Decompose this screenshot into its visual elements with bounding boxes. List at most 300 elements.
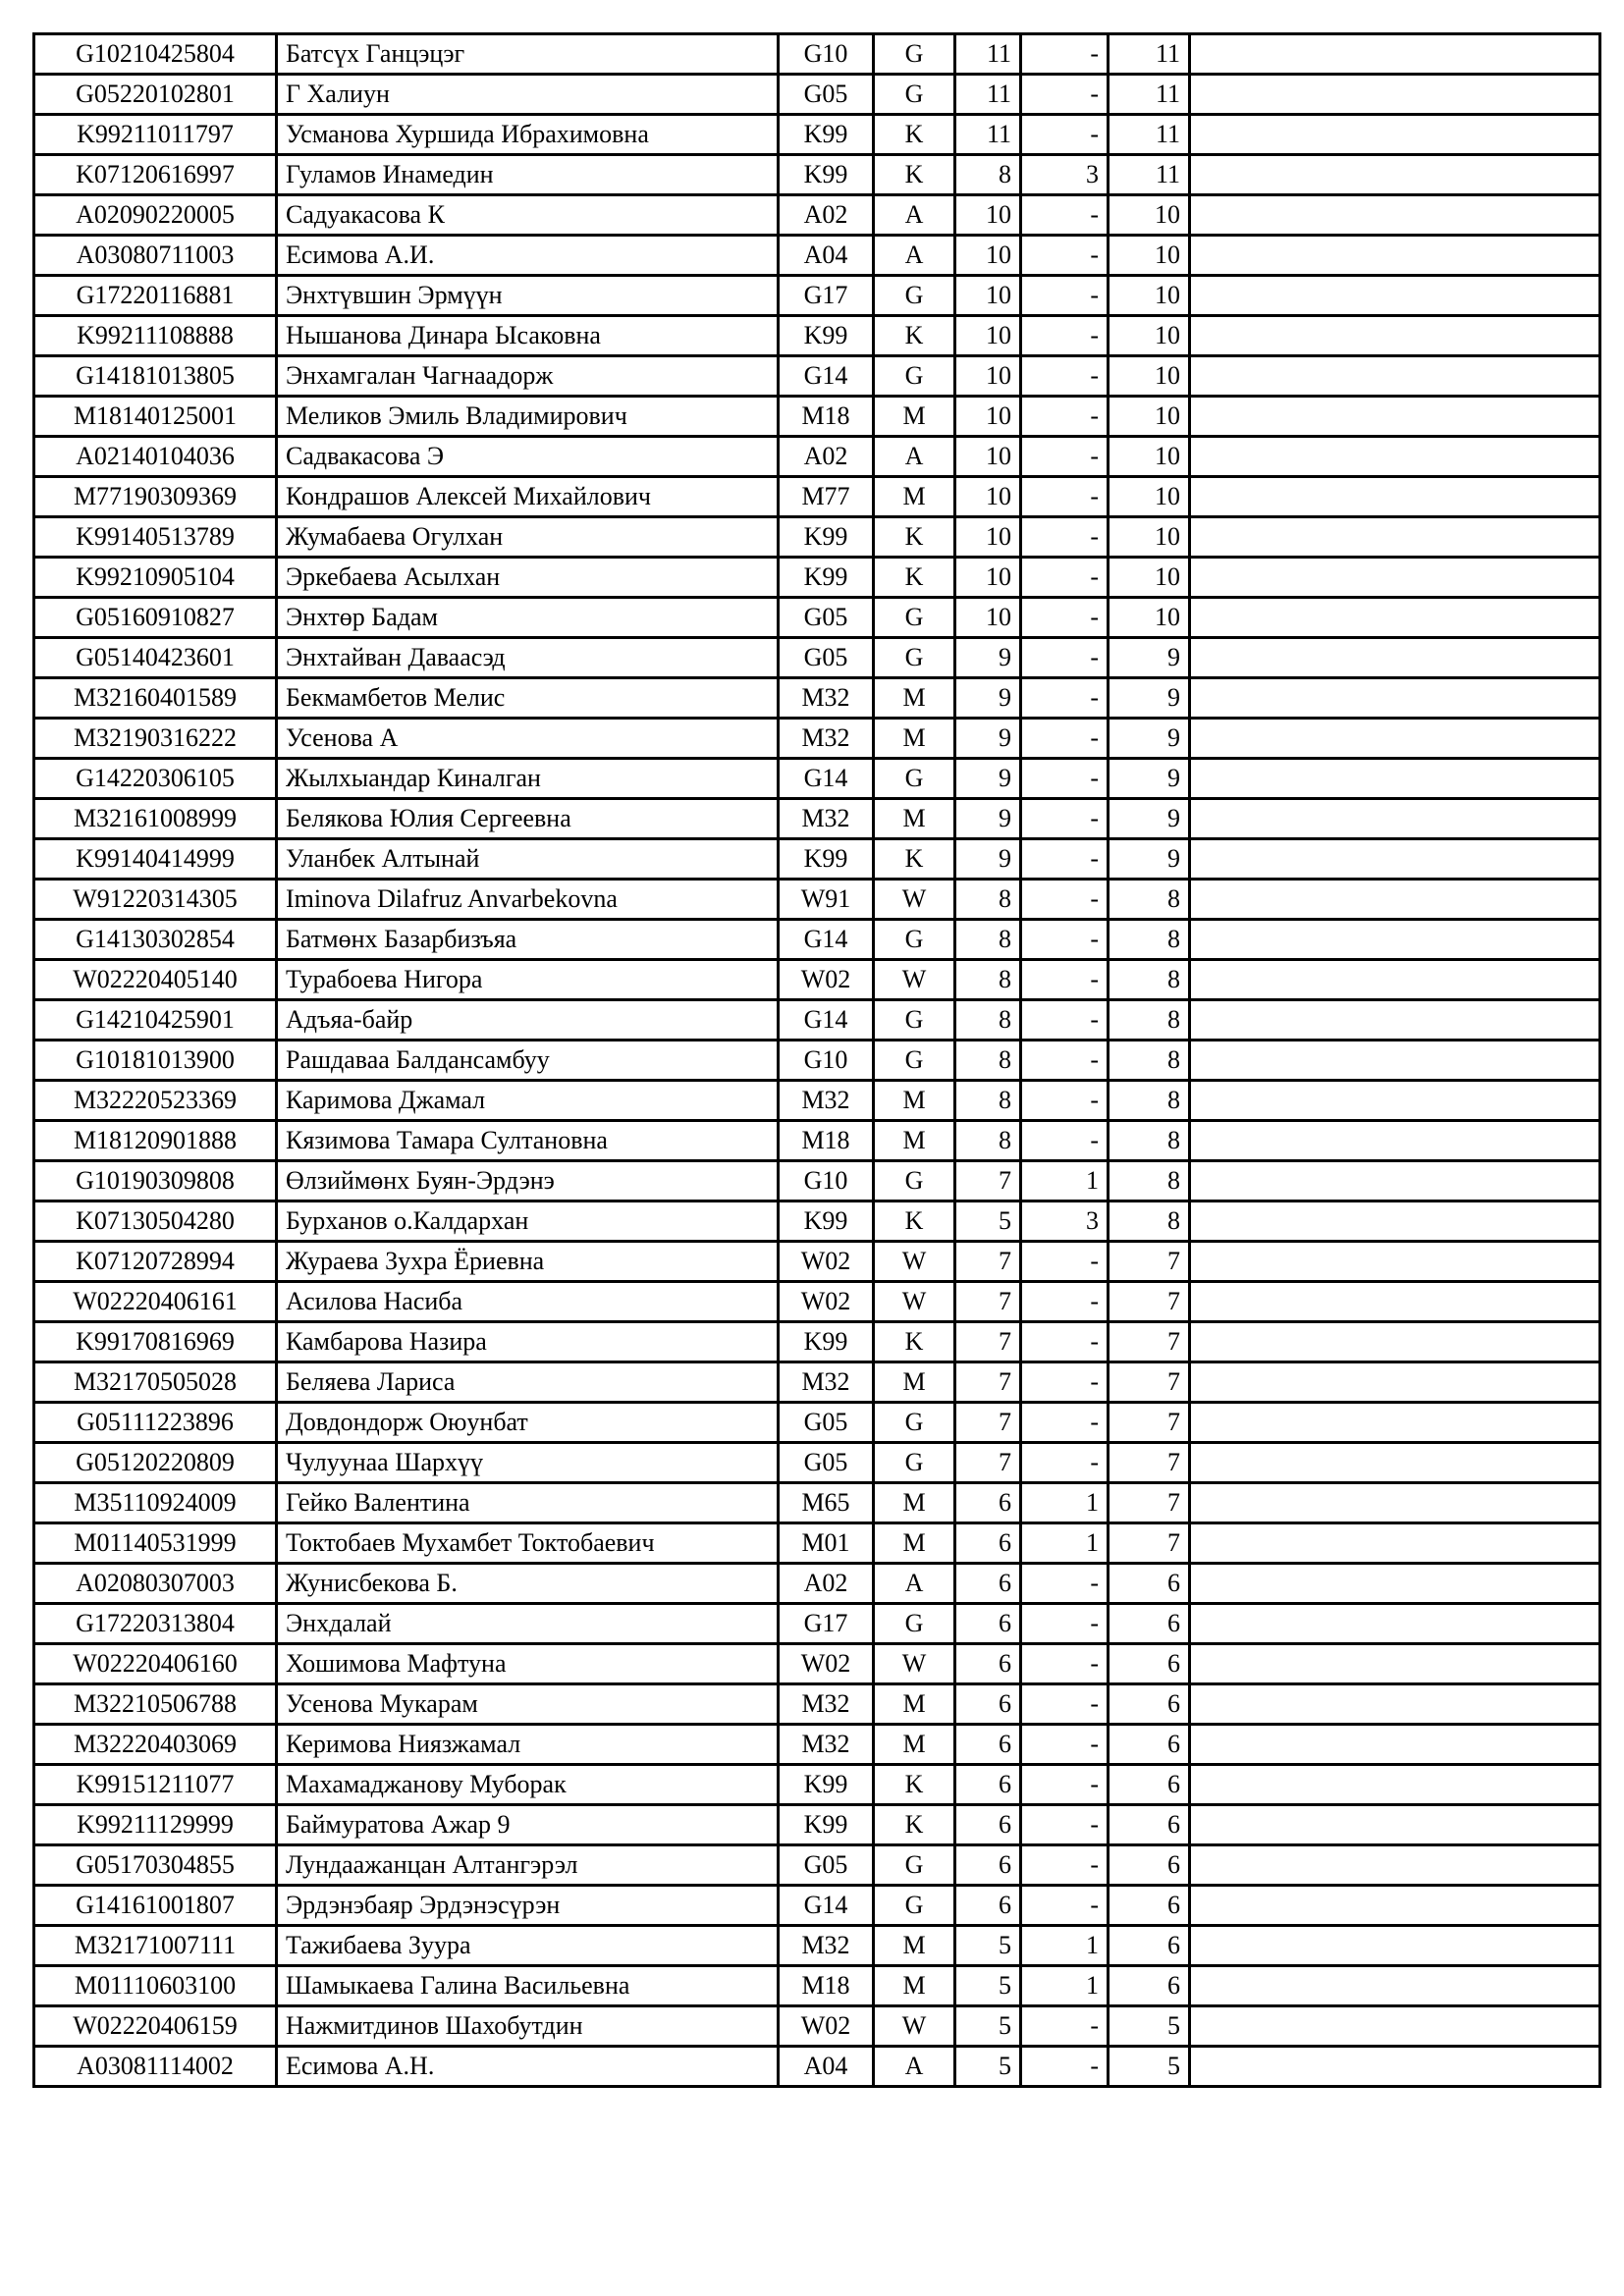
score-main-cell: 5: [955, 1201, 1021, 1242]
participant-name-cell: Гейко Валентина: [277, 1483, 779, 1523]
region-code-cell: A02: [779, 1564, 874, 1604]
participant-name-cell: Нажмитдинов Шахобутдин: [277, 2006, 779, 2047]
group-cell: G: [874, 1041, 955, 1081]
region-code-cell: K99: [779, 316, 874, 356]
table-row: [34, 437, 1600, 477]
score-main-cell: 6: [955, 1644, 1021, 1684]
score-total-cell: 6: [1109, 1644, 1190, 1684]
participant-name-cell: Рашдаваа Балдансамбуу: [277, 1041, 779, 1081]
score-bonus-cell: -: [1021, 598, 1109, 638]
score-total-cell: 6: [1109, 1966, 1190, 2006]
score-main-cell: 10: [955, 356, 1021, 397]
participant-name-cell: Довдондорж Оюунбат: [277, 1403, 779, 1443]
region-code-cell: G10: [779, 1161, 874, 1201]
region-code-cell: A04: [779, 236, 874, 276]
score-bonus-cell: -: [1021, 1282, 1109, 1322]
participant-name-cell: Беляева Лариса: [277, 1362, 779, 1403]
note-cell: [1190, 1765, 1600, 1805]
group-cell: G: [874, 1845, 955, 1886]
group-cell: K: [874, 316, 955, 356]
region-code-cell: G14: [779, 920, 874, 960]
participant-id-cell: G10190309808: [34, 1161, 277, 1201]
participant-id-cell: K99170816969: [34, 1322, 277, 1362]
participant-name-cell: Энхамгалан Чагнаадорж: [277, 356, 779, 397]
score-bonus-cell: -: [1021, 920, 1109, 960]
group-cell: G: [874, 920, 955, 960]
participant-id-cell: K99140414999: [34, 839, 277, 880]
note-cell: [1190, 356, 1600, 397]
score-bonus-cell: -: [1021, 1000, 1109, 1041]
participant-name-cell: Гуламов Инамедин: [277, 155, 779, 195]
score-bonus-cell: -: [1021, 1362, 1109, 1403]
participant-name-cell: Каримова Джамал: [277, 1081, 779, 1121]
score-bonus-cell: -: [1021, 276, 1109, 316]
score-main-cell: 6: [955, 1483, 1021, 1523]
table-row: [34, 2047, 1600, 2087]
score-bonus-cell: -: [1021, 1403, 1109, 1443]
participant-id-cell: M32190316222: [34, 719, 277, 759]
score-main-cell: 11: [955, 34, 1021, 75]
participant-name-cell: Эрдэнэбаяр Эрдэнэсүрэн: [277, 1886, 779, 1926]
table-row: [34, 316, 1600, 356]
table-row: [34, 558, 1600, 598]
participant-id-cell: K99211129999: [34, 1805, 277, 1845]
group-cell: M: [874, 477, 955, 517]
region-code-cell: M32: [779, 799, 874, 839]
score-main-cell: 7: [955, 1282, 1021, 1322]
note-cell: [1190, 115, 1600, 155]
table-row: [34, 356, 1600, 397]
participant-name-cell: Жумабаева Огулхан: [277, 517, 779, 558]
group-cell: K: [874, 558, 955, 598]
participant-id-cell: M32161008999: [34, 799, 277, 839]
group-cell: W: [874, 1242, 955, 1282]
region-code-cell: M32: [779, 1684, 874, 1725]
score-total-cell: 11: [1109, 155, 1190, 195]
group-cell: K: [874, 1322, 955, 1362]
score-bonus-cell: -: [1021, 1081, 1109, 1121]
score-total-cell: 7: [1109, 1282, 1190, 1322]
table-row: [34, 1322, 1600, 1362]
score-bonus-cell: -: [1021, 1322, 1109, 1362]
table-row: [34, 1966, 1600, 2006]
score-total-cell: 8: [1109, 1081, 1190, 1121]
table-row: [34, 678, 1600, 719]
score-bonus-cell: -: [1021, 1845, 1109, 1886]
score-bonus-cell: -: [1021, 1886, 1109, 1926]
score-main-cell: 8: [955, 1121, 1021, 1161]
note-cell: [1190, 1000, 1600, 1041]
group-cell: K: [874, 115, 955, 155]
region-code-cell: M32: [779, 719, 874, 759]
score-main-cell: 6: [955, 1725, 1021, 1765]
group-cell: G: [874, 1000, 955, 1041]
table-row: [34, 1403, 1600, 1443]
table-row: [34, 1725, 1600, 1765]
score-main-cell: 7: [955, 1242, 1021, 1282]
participant-name-cell: Батсүх Ганцэцэг: [277, 34, 779, 75]
score-total-cell: 6: [1109, 1725, 1190, 1765]
group-cell: A: [874, 236, 955, 276]
table-body: [34, 34, 1600, 2087]
table-row: [34, 1041, 1600, 1081]
table-row: [34, 2006, 1600, 2047]
score-total-cell: 6: [1109, 1765, 1190, 1805]
table-row: [34, 1684, 1600, 1725]
region-code-cell: G05: [779, 638, 874, 678]
score-bonus-cell: -: [1021, 1041, 1109, 1081]
note-cell: [1190, 880, 1600, 920]
score-total-cell: 6: [1109, 1604, 1190, 1644]
participant-id-cell: G17220116881: [34, 276, 277, 316]
region-code-cell: G10: [779, 1041, 874, 1081]
participant-name-cell: Г Халиун: [277, 75, 779, 115]
score-bonus-cell: -: [1021, 1564, 1109, 1604]
score-total-cell: 7: [1109, 1443, 1190, 1483]
region-code-cell: M32: [779, 1725, 874, 1765]
participant-id-cell: G05111223896: [34, 1403, 277, 1443]
participant-id-cell: M35110924009: [34, 1483, 277, 1523]
note-cell: [1190, 1242, 1600, 1282]
score-total-cell: 10: [1109, 356, 1190, 397]
participant-name-cell: Кязимова Тамара Султановна: [277, 1121, 779, 1161]
region-code-cell: K99: [779, 1322, 874, 1362]
participant-id-cell: G17220313804: [34, 1604, 277, 1644]
score-bonus-cell: -: [1021, 316, 1109, 356]
note-cell: [1190, 1161, 1600, 1201]
score-bonus-cell: -: [1021, 638, 1109, 678]
participant-name-cell: Чулуунаа Шархүү: [277, 1443, 779, 1483]
score-total-cell: 10: [1109, 598, 1190, 638]
participant-id-cell: K07120616997: [34, 155, 277, 195]
table-row: [34, 1765, 1600, 1805]
score-bonus-cell: 1: [1021, 1483, 1109, 1523]
note-cell: [1190, 1725, 1600, 1765]
note-cell: [1190, 1081, 1600, 1121]
score-main-cell: 8: [955, 920, 1021, 960]
score-total-cell: 6: [1109, 1805, 1190, 1845]
participant-name-cell: Бекмамбетов Мелис: [277, 678, 779, 719]
participant-id-cell: G05220102801: [34, 75, 277, 115]
score-total-cell: 9: [1109, 759, 1190, 799]
score-total-cell: 8: [1109, 1201, 1190, 1242]
region-code-cell: M32: [779, 1926, 874, 1966]
score-total-cell: 6: [1109, 1845, 1190, 1886]
score-bonus-cell: -: [1021, 1765, 1109, 1805]
participant-id-cell: K99140513789: [34, 517, 277, 558]
participant-id-cell: G14210425901: [34, 1000, 277, 1041]
group-cell: K: [874, 1805, 955, 1845]
note-cell: [1190, 517, 1600, 558]
group-cell: G: [874, 1886, 955, 1926]
table-row: [34, 34, 1600, 75]
score-bonus-cell: -: [1021, 960, 1109, 1000]
score-total-cell: 8: [1109, 1121, 1190, 1161]
group-cell: G: [874, 1403, 955, 1443]
participant-id-cell: M18140125001: [34, 397, 277, 437]
participant-id-cell: G05140423601: [34, 638, 277, 678]
table-row: [34, 397, 1600, 437]
participant-name-cell: Тажибаева Зуура: [277, 1926, 779, 1966]
note-cell: [1190, 1201, 1600, 1242]
table-row: [34, 1282, 1600, 1322]
region-code-cell: W02: [779, 1644, 874, 1684]
group-cell: W: [874, 1644, 955, 1684]
score-main-cell: 8: [955, 880, 1021, 920]
region-code-cell: G14: [779, 759, 874, 799]
table-row: [34, 1161, 1600, 1201]
score-main-cell: 10: [955, 316, 1021, 356]
participant-id-cell: K99211011797: [34, 115, 277, 155]
participant-id-cell: W02220406160: [34, 1644, 277, 1684]
participant-id-cell: M32220523369: [34, 1081, 277, 1121]
participant-id-cell: M77190309369: [34, 477, 277, 517]
participant-id-cell: K99151211077: [34, 1765, 277, 1805]
score-main-cell: 6: [955, 1886, 1021, 1926]
note-cell: [1190, 2047, 1600, 2087]
score-bonus-cell: -: [1021, 477, 1109, 517]
table-row: [34, 1564, 1600, 1604]
table-row: [34, 195, 1600, 236]
region-code-cell: G17: [779, 1604, 874, 1644]
participant-name-cell: Меликов Эмиль Владимирович: [277, 397, 779, 437]
table-row: [34, 1081, 1600, 1121]
region-code-cell: G14: [779, 1000, 874, 1041]
participant-id-cell: A03080711003: [34, 236, 277, 276]
score-bonus-cell: -: [1021, 799, 1109, 839]
score-main-cell: 9: [955, 839, 1021, 880]
score-total-cell: 6: [1109, 1564, 1190, 1604]
group-cell: G: [874, 34, 955, 75]
note-cell: [1190, 1684, 1600, 1725]
note-cell: [1190, 236, 1600, 276]
participant-name-cell: Есимова А.Н.: [277, 2047, 779, 2087]
group-cell: G: [874, 1443, 955, 1483]
table-row: [34, 115, 1600, 155]
region-code-cell: M77: [779, 477, 874, 517]
note-cell: [1190, 558, 1600, 598]
note-cell: [1190, 2006, 1600, 2047]
group-cell: G: [874, 75, 955, 115]
score-total-cell: 8: [1109, 920, 1190, 960]
region-code-cell: G05: [779, 75, 874, 115]
score-total-cell: 8: [1109, 960, 1190, 1000]
participant-id-cell: M01140531999: [34, 1523, 277, 1564]
note-cell: [1190, 839, 1600, 880]
note-cell: [1190, 1845, 1600, 1886]
region-code-cell: K99: [779, 1765, 874, 1805]
score-total-cell: 9: [1109, 799, 1190, 839]
score-main-cell: 6: [955, 1845, 1021, 1886]
note-cell: [1190, 1121, 1600, 1161]
score-bonus-cell: -: [1021, 517, 1109, 558]
group-cell: M: [874, 1926, 955, 1966]
participant-name-cell: Батмөнх Базарбизъяа: [277, 920, 779, 960]
participant-id-cell: K07130504280: [34, 1201, 277, 1242]
participant-name-cell: Уланбек Алтынай: [277, 839, 779, 880]
table-row: [34, 598, 1600, 638]
participant-name-cell: Жылхыандар Киналган: [277, 759, 779, 799]
table-row: [34, 236, 1600, 276]
region-code-cell: K99: [779, 1201, 874, 1242]
participant-id-cell: M18120901888: [34, 1121, 277, 1161]
region-code-cell: G17: [779, 276, 874, 316]
group-cell: M: [874, 1483, 955, 1523]
table-row: [34, 880, 1600, 920]
score-total-cell: 10: [1109, 477, 1190, 517]
score-total-cell: 6: [1109, 1886, 1190, 1926]
results-table: [32, 32, 1601, 2088]
note-cell: [1190, 75, 1600, 115]
note-cell: [1190, 437, 1600, 477]
table-row: [34, 1886, 1600, 1926]
score-main-cell: 8: [955, 1000, 1021, 1041]
score-main-cell: 7: [955, 1403, 1021, 1443]
participant-name-cell: Турабоева Нигора: [277, 960, 779, 1000]
note-cell: [1190, 1282, 1600, 1322]
table-row: [34, 1201, 1600, 1242]
score-bonus-cell: -: [1021, 75, 1109, 115]
table-row: [34, 1523, 1600, 1564]
score-bonus-cell: -: [1021, 1725, 1109, 1765]
group-cell: M: [874, 799, 955, 839]
participant-id-cell: M32220403069: [34, 1725, 277, 1765]
participant-id-cell: W91220314305: [34, 880, 277, 920]
region-code-cell: K99: [779, 839, 874, 880]
score-bonus-cell: -: [1021, 2006, 1109, 2047]
score-bonus-cell: -: [1021, 1805, 1109, 1845]
score-bonus-cell: -: [1021, 356, 1109, 397]
group-cell: A: [874, 437, 955, 477]
note-cell: [1190, 1886, 1600, 1926]
participant-id-cell: M32160401589: [34, 678, 277, 719]
score-bonus-cell: 1: [1021, 1926, 1109, 1966]
participant-id-cell: M32171007111: [34, 1926, 277, 1966]
group-cell: M: [874, 719, 955, 759]
score-total-cell: 6: [1109, 1684, 1190, 1725]
group-cell: M: [874, 1523, 955, 1564]
table-row: [34, 75, 1600, 115]
participant-name-cell: Баймуратова Ажар 9: [277, 1805, 779, 1845]
participant-name-cell: Лундаажанцан Алтангэрэл: [277, 1845, 779, 1886]
score-total-cell: 8: [1109, 1041, 1190, 1081]
score-total-cell: 10: [1109, 195, 1190, 236]
group-cell: M: [874, 1966, 955, 2006]
participant-id-cell: K99211108888: [34, 316, 277, 356]
table-row: [34, 759, 1600, 799]
region-code-cell: K99: [779, 558, 874, 598]
region-code-cell: G10: [779, 34, 874, 75]
note-cell: [1190, 1604, 1600, 1644]
participant-name-cell: Хошимова Мафтуна: [277, 1644, 779, 1684]
score-bonus-cell: -: [1021, 558, 1109, 598]
region-code-cell: M32: [779, 1362, 874, 1403]
score-bonus-cell: 1: [1021, 1523, 1109, 1564]
region-code-cell: A02: [779, 195, 874, 236]
note-cell: [1190, 1564, 1600, 1604]
note-cell: [1190, 1523, 1600, 1564]
group-cell: K: [874, 1765, 955, 1805]
table-row: [34, 1443, 1600, 1483]
score-main-cell: 9: [955, 638, 1021, 678]
region-code-cell: M01: [779, 1523, 874, 1564]
group-cell: A: [874, 2047, 955, 2087]
participant-id-cell: A02140104036: [34, 437, 277, 477]
participant-id-cell: G14130302854: [34, 920, 277, 960]
score-bonus-cell: -: [1021, 1121, 1109, 1161]
group-cell: M: [874, 1684, 955, 1725]
note-cell: [1190, 276, 1600, 316]
score-bonus-cell: -: [1021, 880, 1109, 920]
score-bonus-cell: -: [1021, 34, 1109, 75]
score-main-cell: 5: [955, 2006, 1021, 2047]
score-main-cell: 10: [955, 558, 1021, 598]
group-cell: G: [874, 598, 955, 638]
score-main-cell: 6: [955, 1523, 1021, 1564]
note-cell: [1190, 1926, 1600, 1966]
group-cell: G: [874, 638, 955, 678]
score-bonus-cell: -: [1021, 236, 1109, 276]
participant-name-cell: Жунисбекова Б.: [277, 1564, 779, 1604]
participant-name-cell: Керимова Ниязжамал: [277, 1725, 779, 1765]
group-cell: A: [874, 1564, 955, 1604]
group-cell: M: [874, 1362, 955, 1403]
note-cell: [1190, 960, 1600, 1000]
participant-id-cell: M32210506788: [34, 1684, 277, 1725]
score-main-cell: 6: [955, 1604, 1021, 1644]
score-total-cell: 11: [1109, 34, 1190, 75]
score-total-cell: 8: [1109, 1000, 1190, 1041]
group-cell: G: [874, 1604, 955, 1644]
region-code-cell: G14: [779, 1886, 874, 1926]
score-total-cell: 8: [1109, 1161, 1190, 1201]
score-bonus-cell: -: [1021, 1242, 1109, 1282]
group-cell: A: [874, 195, 955, 236]
score-main-cell: 11: [955, 115, 1021, 155]
region-code-cell: W91: [779, 880, 874, 920]
participant-id-cell: G05120220809: [34, 1443, 277, 1483]
note-cell: [1190, 1041, 1600, 1081]
group-cell: G: [874, 276, 955, 316]
participant-name-cell: Энхдалай: [277, 1604, 779, 1644]
score-main-cell: 10: [955, 517, 1021, 558]
table-row: [34, 1000, 1600, 1041]
score-main-cell: 9: [955, 719, 1021, 759]
score-main-cell: 8: [955, 155, 1021, 195]
score-main-cell: 6: [955, 1805, 1021, 1845]
group-cell: W: [874, 960, 955, 1000]
score-total-cell: 10: [1109, 397, 1190, 437]
participant-name-cell: Iminova Dilafruz Anvarbekovna: [277, 880, 779, 920]
participant-name-cell: Усенова Мукарам: [277, 1684, 779, 1725]
participant-name-cell: Садуакасова К: [277, 195, 779, 236]
score-total-cell: 7: [1109, 1362, 1190, 1403]
participant-id-cell: W02220406159: [34, 2006, 277, 2047]
score-bonus-cell: -: [1021, 195, 1109, 236]
score-bonus-cell: -: [1021, 397, 1109, 437]
group-cell: K: [874, 839, 955, 880]
score-total-cell: 10: [1109, 276, 1190, 316]
region-code-cell: G05: [779, 1845, 874, 1886]
score-bonus-cell: -: [1021, 115, 1109, 155]
participant-name-cell: Кондрашов Алексей Михайлович: [277, 477, 779, 517]
score-main-cell: 10: [955, 195, 1021, 236]
score-bonus-cell: -: [1021, 437, 1109, 477]
note-cell: [1190, 638, 1600, 678]
score-total-cell: 10: [1109, 517, 1190, 558]
table-row: [34, 839, 1600, 880]
region-code-cell: M18: [779, 397, 874, 437]
